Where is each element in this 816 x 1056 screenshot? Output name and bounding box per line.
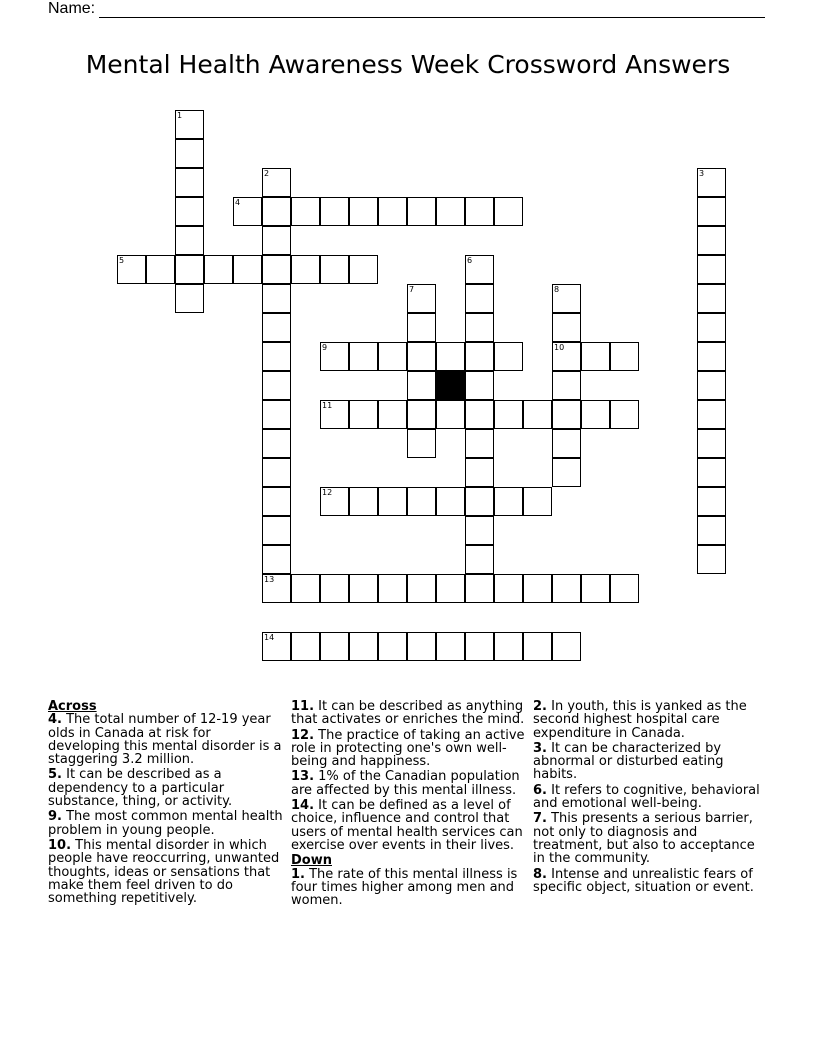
- clue-num: 3.: [533, 740, 547, 756]
- clue-num: 13.: [291, 769, 315, 785]
- grid-cell[interactable]: [465, 516, 494, 545]
- clue-number: 5: [119, 256, 125, 265]
- grid-cell[interactable]: [523, 487, 552, 516]
- grid-cell[interactable]: [581, 574, 610, 603]
- clue-text: It can be described as anything that activates or enriches the mind.: [291, 699, 525, 728]
- clue-num: 9.: [48, 809, 62, 825]
- grid-cell[interactable]: [349, 632, 378, 661]
- grid-cell[interactable]: [552, 371, 581, 400]
- grid-cell[interactable]: [436, 487, 465, 516]
- clue-item: [291, 799, 526, 852]
- grid-cell[interactable]: [262, 574, 291, 603]
- clue-item: [533, 784, 768, 811]
- grid-cell[interactable]: [233, 255, 262, 284]
- clue-text: It can be characterized by abnormal or disturbed eating habits.: [533, 740, 724, 783]
- grid-cell[interactable]: [320, 632, 349, 661]
- clue-heading: Down: [291, 853, 332, 869]
- black-cell: [436, 371, 465, 400]
- grid-cell[interactable]: [697, 168, 726, 197]
- grid-cell[interactable]: [523, 632, 552, 661]
- grid-cell[interactable]: [465, 284, 494, 313]
- clue-text: It refers to cognitive, behavioral and emotional well-being.: [533, 782, 760, 812]
- grid-cell[interactable]: [697, 313, 726, 342]
- clue-number: 11: [322, 401, 333, 410]
- grid-cell[interactable]: [407, 574, 436, 603]
- clue-item: [291, 770, 526, 797]
- clue-num: 2.: [533, 699, 547, 714]
- grid-cell[interactable]: [465, 458, 494, 487]
- clue-number: 10: [554, 343, 565, 352]
- grid-cell[interactable]: [552, 574, 581, 603]
- grid-cell[interactable]: [465, 371, 494, 400]
- grid-cell[interactable]: [407, 400, 436, 429]
- name-label: Name:: [48, 0, 96, 17]
- grid-cell[interactable]: [175, 284, 204, 313]
- grid-cell[interactable]: [465, 574, 494, 603]
- grid-cell[interactable]: [465, 632, 494, 661]
- grid-cell[interactable]: [407, 197, 436, 226]
- clue-num: 14.: [291, 798, 315, 814]
- grid-cell[interactable]: [407, 313, 436, 342]
- clue-number: 2: [264, 169, 270, 178]
- grid-cell[interactable]: [349, 255, 378, 284]
- clue-number: 14: [264, 633, 275, 642]
- clue-num: 1.: [291, 866, 305, 882]
- grid-cell[interactable]: [697, 545, 726, 574]
- grid-cell[interactable]: [581, 342, 610, 371]
- grid-cell[interactable]: [465, 255, 494, 284]
- grid-cell[interactable]: [320, 255, 349, 284]
- grid-cell[interactable]: [697, 458, 726, 487]
- grid-cell[interactable]: [436, 632, 465, 661]
- grid-cell[interactable]: [349, 487, 378, 516]
- grid-cell[interactable]: [262, 197, 291, 226]
- grid-cell[interactable]: [697, 197, 726, 226]
- grid-cell[interactable]: [320, 197, 349, 226]
- grid-cell[interactable]: [262, 284, 291, 313]
- grid-cell[interactable]: [175, 139, 204, 168]
- clue-item: [533, 868, 768, 895]
- clue-item: [48, 768, 283, 808]
- grid-cell[interactable]: [465, 400, 494, 429]
- grid-cell[interactable]: [697, 400, 726, 429]
- grid-cell[interactable]: [175, 110, 204, 139]
- grid-cell[interactable]: [697, 429, 726, 458]
- grid-cell[interactable]: [465, 429, 494, 458]
- clue-item: [533, 700, 768, 740]
- grid-cell[interactable]: [610, 342, 639, 371]
- grid-cell[interactable]: [146, 255, 175, 284]
- grid-cell[interactable]: [262, 429, 291, 458]
- grid-cell[interactable]: [262, 342, 291, 371]
- grid-cell[interactable]: [262, 371, 291, 400]
- grid-cell[interactable]: [465, 313, 494, 342]
- clue-item: [291, 700, 526, 727]
- clue-number: 8: [554, 285, 560, 294]
- grid-cell[interactable]: [262, 487, 291, 516]
- clue-text: The most common mental health problem in young people.: [48, 809, 283, 838]
- page-title: Mental Health Awareness Week Crossword Answers: [85, 50, 731, 79]
- clue-num: 12.: [291, 727, 315, 743]
- clue-number: 9: [322, 343, 328, 352]
- clue-number: 4: [235, 198, 241, 207]
- grid-cell[interactable]: [697, 255, 726, 284]
- grid-cell[interactable]: [349, 197, 378, 226]
- clue-text: It can be described as a dependency to a particular substance, thing, or activity.: [48, 767, 233, 810]
- grid-cell[interactable]: [407, 371, 436, 400]
- grid-cell[interactable]: [320, 400, 349, 429]
- grid-cell[interactable]: [291, 255, 320, 284]
- grid-cell[interactable]: [552, 284, 581, 313]
- grid-cell[interactable]: [262, 632, 291, 661]
- grid-cell[interactable]: [552, 632, 581, 661]
- clue-column-2: [291, 700, 526, 909]
- grid-cell[interactable]: [407, 487, 436, 516]
- grid-cell[interactable]: [552, 342, 581, 371]
- grid-cell[interactable]: [175, 168, 204, 197]
- clue-num: 10.: [48, 837, 72, 853]
- clue-text: The rate of this mental illness is four times higher among men and women.: [291, 866, 518, 909]
- clue-number: 12: [322, 488, 333, 497]
- clue-text: This mental disorder in which people have reoccurring, unwanted thoughts, ideas or sensations that make them feel driven to do something repetitively.: [48, 837, 280, 907]
- grid-cell[interactable]: [378, 632, 407, 661]
- grid-cell[interactable]: [436, 400, 465, 429]
- grid-cell[interactable]: [581, 400, 610, 429]
- grid-cell[interactable]: [494, 574, 523, 603]
- grid-cell[interactable]: [349, 342, 378, 371]
- grid-cell[interactable]: [552, 458, 581, 487]
- clue-number: 3: [699, 169, 705, 178]
- grid-cell[interactable]: [697, 371, 726, 400]
- grid-cell[interactable]: [436, 342, 465, 371]
- grid-cell[interactable]: [262, 168, 291, 197]
- grid-cell[interactable]: [552, 400, 581, 429]
- grid-cell[interactable]: [262, 516, 291, 545]
- grid-cell[interactable]: [378, 574, 407, 603]
- clue-column-1: [48, 700, 283, 907]
- grid-cell[interactable]: [436, 197, 465, 226]
- clue-num: 8.: [533, 866, 547, 882]
- clue-num: 6.: [533, 782, 547, 798]
- grid-cell[interactable]: [407, 429, 436, 458]
- grid-cell[interactable]: [465, 545, 494, 574]
- clue-text: It can be defined as a level of choice, influence and control that users of mental health services can exercise over events in their lives.: [291, 798, 523, 853]
- grid-cell[interactable]: [697, 487, 726, 516]
- grid-cell[interactable]: [697, 284, 726, 313]
- clue-num: 7.: [533, 811, 547, 827]
- grid-cell[interactable]: [610, 574, 639, 603]
- grid-cell[interactable]: [494, 632, 523, 661]
- grid-cell[interactable]: [494, 342, 523, 371]
- clue-number: 1: [177, 111, 183, 120]
- grid-cell[interactable]: [378, 400, 407, 429]
- clue-heading: Across: [48, 699, 97, 714]
- grid-cell[interactable]: [262, 226, 291, 255]
- grid-cell[interactable]: [320, 574, 349, 603]
- grid-cell[interactable]: [378, 197, 407, 226]
- grid-cell[interactable]: [262, 458, 291, 487]
- grid-cell[interactable]: [378, 487, 407, 516]
- clue-num: 4.: [48, 712, 62, 728]
- grid-cell[interactable]: [465, 197, 494, 226]
- grid-cell[interactable]: [494, 487, 523, 516]
- grid-cell[interactable]: [262, 313, 291, 342]
- grid-cell[interactable]: [378, 342, 407, 371]
- grid-cell[interactable]: [291, 574, 320, 603]
- grid-cell[interactable]: [436, 574, 465, 603]
- grid-cell[interactable]: [262, 400, 291, 429]
- grid-cell[interactable]: [175, 197, 204, 226]
- grid-cell[interactable]: [349, 400, 378, 429]
- grid-cell[interactable]: [523, 574, 552, 603]
- grid-cell[interactable]: [291, 197, 320, 226]
- clue-item: [533, 742, 768, 782]
- clue-item: [48, 713, 283, 766]
- grid-cell[interactable]: [291, 632, 320, 661]
- grid-cell[interactable]: [204, 255, 233, 284]
- grid-cell[interactable]: [465, 342, 494, 371]
- clue-column-3: [533, 700, 768, 896]
- clue-num: 5.: [48, 767, 62, 783]
- grid-cell[interactable]: [349, 574, 378, 603]
- clue-num: 11.: [291, 699, 315, 714]
- clue-text: The total number of 12-19 year olds in Canada at risk for developing this mental disorder is a staggering 3.2 million.: [48, 712, 282, 768]
- grid-cell[interactable]: [175, 255, 204, 284]
- clue-item: [48, 810, 283, 837]
- grid-cell[interactable]: [117, 255, 146, 284]
- grid-cell[interactable]: [175, 226, 204, 255]
- grid-cell[interactable]: [262, 545, 291, 574]
- clue-item: [533, 812, 768, 865]
- grid-cell[interactable]: [262, 255, 291, 284]
- grid-cell[interactable]: [320, 487, 349, 516]
- grid-cell[interactable]: [233, 197, 262, 226]
- clue-item: [291, 729, 526, 769]
- grid-cell[interactable]: [407, 284, 436, 313]
- clue-text: 1% of the Canadian population are affected by this mental illness.: [291, 769, 520, 798]
- clue-number: 13: [264, 575, 275, 584]
- grid-cell[interactable]: [552, 313, 581, 342]
- grid-cell[interactable]: [610, 400, 639, 429]
- grid-cell[interactable]: [320, 342, 349, 371]
- clue-number: 7: [409, 285, 415, 294]
- grid-cell[interactable]: [697, 516, 726, 545]
- grid-cell[interactable]: [407, 342, 436, 371]
- grid-cell[interactable]: [697, 226, 726, 255]
- grid-cell[interactable]: [494, 400, 523, 429]
- clue-item: [291, 868, 526, 908]
- clue-text: Intense and unrealistic fears of specific object, situation or event.: [533, 866, 754, 895]
- clue-text: The practice of taking an active role in protecting one's own well-being and happiness.: [291, 727, 525, 770]
- grid-cell[interactable]: [697, 342, 726, 371]
- grid-cell[interactable]: [407, 632, 436, 661]
- grid-cell[interactable]: [494, 197, 523, 226]
- grid-cell[interactable]: [465, 487, 494, 516]
- grid-cell[interactable]: [552, 429, 581, 458]
- clue-text: In youth, this is yanked as the second highest hospital care expenditure in Canada.: [533, 699, 747, 741]
- grid-cell[interactable]: [523, 400, 552, 429]
- clue-item: [48, 839, 283, 905]
- clue-number: 6: [467, 256, 473, 265]
- clue-text: This presents a serious barrier, not only to diagnosis and treatment, but also to acceptance in the community.: [533, 811, 755, 867]
